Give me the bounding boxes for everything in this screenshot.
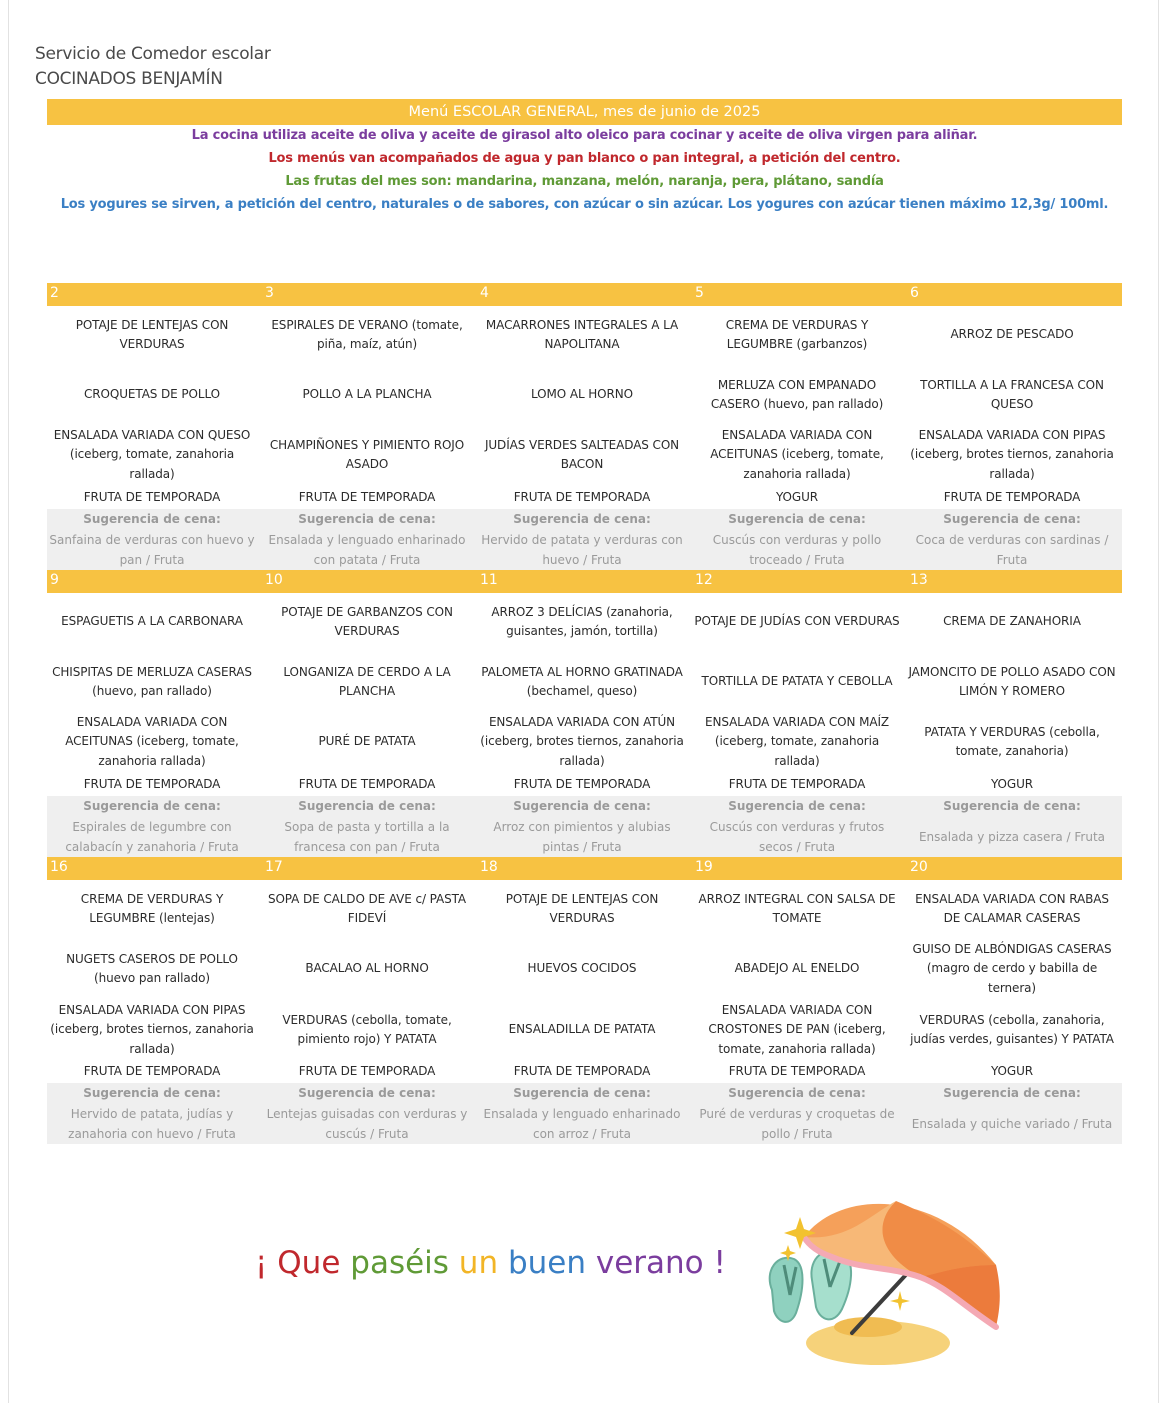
week-1 [47, 283, 1122, 570]
service-name: Servicio de Comedor escolar [35, 44, 271, 64]
dessert: FRUTA DE TEMPORADA [513, 490, 651, 505]
dessert: FRUTA DE TEMPORADA [298, 1064, 436, 1079]
day-number: 20 [910, 859, 928, 875]
dessert: YOGUR [775, 490, 819, 505]
farewell-word: paséis [350, 1245, 449, 1281]
first-course: MACARRONES INTEGRALES A LA NAPOLITANA [485, 317, 679, 351]
side-dish: PATATA Y VERDURAS (cebolla, tomate, zanahoria) [924, 724, 1100, 758]
day-number: 11 [480, 572, 498, 588]
second-course: LOMO AL HORNO [531, 387, 633, 402]
day-number: 18 [480, 859, 498, 875]
beach-umbrella-and-flip-flops-icon [760, 1195, 1010, 1375]
day-number: 2 [50, 285, 59, 301]
first-course: ARROZ INTEGRAL CON SALSA DE TOMATE [698, 891, 896, 925]
dinner-suggestion: Sopa de pasta y tortilla a la francesa con pan / Fruta [284, 820, 450, 854]
second-course: JAMONCITO DE POLLO ASADO CON LIMÓN Y ROMERO [908, 664, 1116, 698]
day-number: 9 [50, 572, 59, 588]
dessert: FRUTA DE TEMPORADA [83, 1064, 221, 1079]
first-course: POTAJE DE GARBANZOS CON VERDURAS [281, 604, 453, 638]
dinner-suggestion: Ensalada y lenguado enharinado con arroz / Fruta [483, 1107, 681, 1141]
dessert: FRUTA DE TEMPORADA [83, 777, 221, 792]
day-number: 19 [695, 859, 713, 875]
dinner-suggestion: Cuscús con verduras y frutos secos / Fruta [709, 820, 885, 854]
side-dish: VERDURAS (cebolla, zanahoria, judías verdes, guisantes) Y PATATA [910, 1012, 1114, 1046]
note-oil: La cocina utiliza aceite de oliva y aceite de girasol alto oleico para cocinar y aceite de oliva virgen para aliñar. [191, 128, 978, 143]
dinner-suggestion: Puré de verduras y croquetas de pollo / Fruta [699, 1107, 895, 1141]
farewell-word: buen [507, 1245, 586, 1281]
side-dish: VERDURAS (cebolla, tomate, pimiento rojo) Y PATATA [282, 1012, 452, 1046]
dinner-suggestion: Ensalada y pizza casera / Fruta [918, 829, 1106, 844]
menu-title: Menú ESCOLAR GENERAL, mes de junio de 2025 [47, 99, 1122, 125]
first-course: CREMA DE ZANAHORIA [943, 614, 1081, 629]
note-fruits: Las frutas del mes son: mandarina, manzana, melón, naranja, pera, plátano, sandía [285, 174, 884, 189]
dessert: FRUTA DE TEMPORADA [298, 777, 436, 792]
week-2 [47, 570, 1122, 857]
side-dish: JUDÍAS VERDES SALTEADAS CON BACON [484, 437, 680, 471]
side-dish: ENSALADA VARIADA CON PIPAS (iceberg, brotes tiernos, zanahoria rallada) [50, 1002, 254, 1056]
side-dish: ENSALADA VARIADA CON ACEITUNAS (iceberg, tomate, zanahoria rallada) [65, 714, 239, 768]
dinner-suggestion-label: Sugerencia de cena: [83, 512, 221, 526]
side-dish: ENSALADA VARIADA CON QUESO (iceberg, tomate, zanahoria rallada) [53, 427, 251, 481]
second-course: HUEVOS COCIDOS [527, 961, 637, 976]
dinner-suggestion-label: Sugerencia de cena: [513, 799, 651, 813]
farewell-word: un [458, 1245, 499, 1281]
day-number: 17 [265, 859, 283, 875]
dinner-suggestion: Hervido de patata y verduras con huevo / Fruta [481, 533, 683, 567]
side-dish: ENSALADA VARIADA CON MAÍZ (iceberg, tomate, zanahoria rallada) [704, 714, 890, 768]
first-course: ESPIRALES DE VERANO (tomate, piña, maíz, atún) [271, 317, 463, 351]
day-header-bar [47, 283, 1122, 306]
page-edge-left [8, 0, 9, 1403]
farewell-message [255, 1245, 726, 1281]
side-dish: ENSALADA VARIADA CON ATÚN (iceberg, brotes tiernos, zanahoria rallada) [480, 714, 684, 768]
dinner-suggestion: Hervido de patata, judías y zanahoria con huevo / Fruta [68, 1107, 236, 1141]
dinner-suggestion: Ensalada y quiche variado / Fruta [911, 1116, 1113, 1131]
dessert: YOGUR [990, 777, 1034, 792]
dessert: FRUTA DE TEMPORADA [83, 490, 221, 505]
side-dish: PURÉ DE PATATA [318, 734, 416, 749]
dinner-suggestion: Sanfaina de verduras con huevo y pan / Fruta [49, 533, 255, 567]
first-course: ENSALADA VARIADA CON RABAS DE CALAMAR CASERAS [915, 891, 1109, 925]
day-number: 4 [480, 285, 489, 301]
dinner-suggestion-label: Sugerencia de cena: [513, 1086, 651, 1100]
second-course: PALOMETA AL HORNO GRATINADA (bechamel, queso) [481, 664, 683, 698]
dinner-suggestion-label: Sugerencia de cena: [298, 1086, 436, 1100]
second-course: BACALAO AL HORNO [305, 961, 429, 976]
side-dish: ENSALADILLA DE PATATA [508, 1022, 656, 1037]
day-number: 3 [265, 285, 274, 301]
second-course: TORTILLA DE PATATA Y CEBOLLA [701, 674, 893, 689]
first-course: ARROZ 3 DELÍCIAS (zanahoria, guisantes, jamón, tortilla) [491, 604, 673, 638]
side-dish: CHAMPIÑONES Y PIMIENTO ROJO ASADO [269, 437, 465, 471]
note-yogurt: Los yogures se sirven, a petición del centro, naturales o de sabores, con azúcar o sin azúcar. Los yogures con azúcar tienen máximo 12,3g/ 100ml. [60, 197, 1109, 212]
company-name: COCINADOS BENJAMÍN [35, 69, 223, 89]
farewell-word: verano ! [595, 1245, 726, 1281]
dessert: FRUTA DE TEMPORADA [728, 1064, 866, 1079]
dessert: FRUTA DE TEMPORADA [513, 777, 651, 792]
dessert: YOGUR [990, 1064, 1034, 1079]
second-course: CROQUETAS DE POLLO [84, 387, 220, 402]
dinner-suggestion: Lentejas guisadas con verduras y cuscús / Fruta [266, 1107, 468, 1141]
dinner-suggestion-label: Sugerencia de cena: [943, 799, 1081, 813]
side-dish: ENSALADA VARIADA CON CROSTONES DE PAN (iceberg, tomate, zanahoria rallada) [708, 1002, 886, 1056]
dinner-suggestion: Espirales de legumbre con calabacín y zanahoria / Fruta [65, 820, 239, 854]
second-course: NUGETS CASEROS DE POLLO (huevo pan rallado) [66, 951, 238, 985]
dinner-suggestion-label: Sugerencia de cena: [728, 799, 866, 813]
page-edge-right [1158, 0, 1159, 1403]
dinner-suggestion-label: Sugerencia de cena: [298, 512, 436, 526]
dinner-suggestion-label: Sugerencia de cena: [513, 512, 651, 526]
dinner-suggestion-label: Sugerencia de cena: [728, 1086, 866, 1100]
side-dish: ENSALADA VARIADA CON ACEITUNAS (iceberg, tomate, zanahoria rallada) [710, 427, 884, 481]
dinner-suggestion-label: Sugerencia de cena: [728, 512, 866, 526]
dinner-suggestion: Cuscús con verduras y pollo troceado / Fruta [712, 533, 882, 567]
day-header-bar [47, 570, 1122, 593]
first-course: SOPA DE CALDO DE AVE c/ PASTA FIDEVÍ [267, 891, 467, 925]
first-course: POTAJE DE LENTEJAS CON VERDURAS [505, 891, 659, 925]
day-number: 12 [695, 572, 713, 588]
dinner-suggestion-label: Sugerencia de cena: [83, 1086, 221, 1100]
dinner-suggestion: Coca de verduras con sardinas / Fruta [915, 533, 1109, 567]
second-course: TORTILLA A LA FRANCESA CON QUESO [920, 377, 1104, 411]
dinner-suggestion: Ensalada y lenguado enharinado con patata / Fruta [268, 533, 466, 567]
dinner-suggestion-label: Sugerencia de cena: [83, 799, 221, 813]
first-course: ARROZ DE PESCADO [950, 327, 1074, 342]
dinner-suggestion-label: Sugerencia de cena: [298, 799, 436, 813]
first-course: CREMA DE VERDURAS Y LEGUMBRE (lentejas) [80, 891, 224, 925]
dinner-suggestion-label: Sugerencia de cena: [943, 512, 1081, 526]
day-number: 5 [695, 285, 704, 301]
day-number: 6 [910, 285, 919, 301]
day-header-bar [47, 857, 1122, 880]
sparkle-icon [890, 1291, 910, 1311]
dessert: FRUTA DE TEMPORADA [728, 777, 866, 792]
side-dish: ENSALADA VARIADA CON PIPAS (iceberg, brotes tiernos, zanahoria rallada) [910, 427, 1114, 481]
day-number: 10 [265, 572, 283, 588]
second-course: MERLUZA CON EMPANADO CASERO (huevo, pan rallado) [710, 377, 884, 411]
second-course: POLLO A LA PLANCHA [302, 387, 432, 402]
day-number: 16 [50, 859, 68, 875]
first-course: POTAJE DE JUDÍAS CON VERDURAS [694, 614, 900, 629]
second-course: ABADEJO AL ENELDO [734, 961, 860, 976]
dessert: FRUTA DE TEMPORADA [513, 1064, 651, 1079]
first-course: POTAJE DE LENTEJAS CON VERDURAS [75, 317, 229, 351]
dessert: FRUTA DE TEMPORADA [298, 490, 436, 505]
second-course: CHISPITAS DE MERLUZA CASERAS (huevo, pan rallado) [52, 664, 252, 698]
flip-flop-icon [770, 1258, 803, 1322]
note-bread: Los menús van acompañados de agua y pan blanco o pan integral, a petición del centro. [268, 151, 901, 166]
second-course: LONGANIZA DE CERDO A LA PLANCHA [283, 664, 451, 698]
dinner-suggestion: Arroz con pimientos y alubias pintas / Fruta [493, 820, 671, 854]
farewell-word: ¡ Que [255, 1245, 341, 1281]
second-course: GUISO DE ALBÓNDIGAS CASERAS (magro de cerdo y babilla de ternera) [912, 941, 1112, 995]
week-3 [47, 857, 1122, 1144]
first-course: ESPAGUETIS A LA CARBONARA [61, 614, 243, 629]
dinner-suggestion-label: Sugerencia de cena: [943, 1086, 1081, 1100]
first-course: CREMA DE VERDURAS Y LEGUMBRE (garbanzos) [725, 317, 869, 351]
day-number: 13 [910, 572, 928, 588]
dessert: FRUTA DE TEMPORADA [943, 490, 1081, 505]
